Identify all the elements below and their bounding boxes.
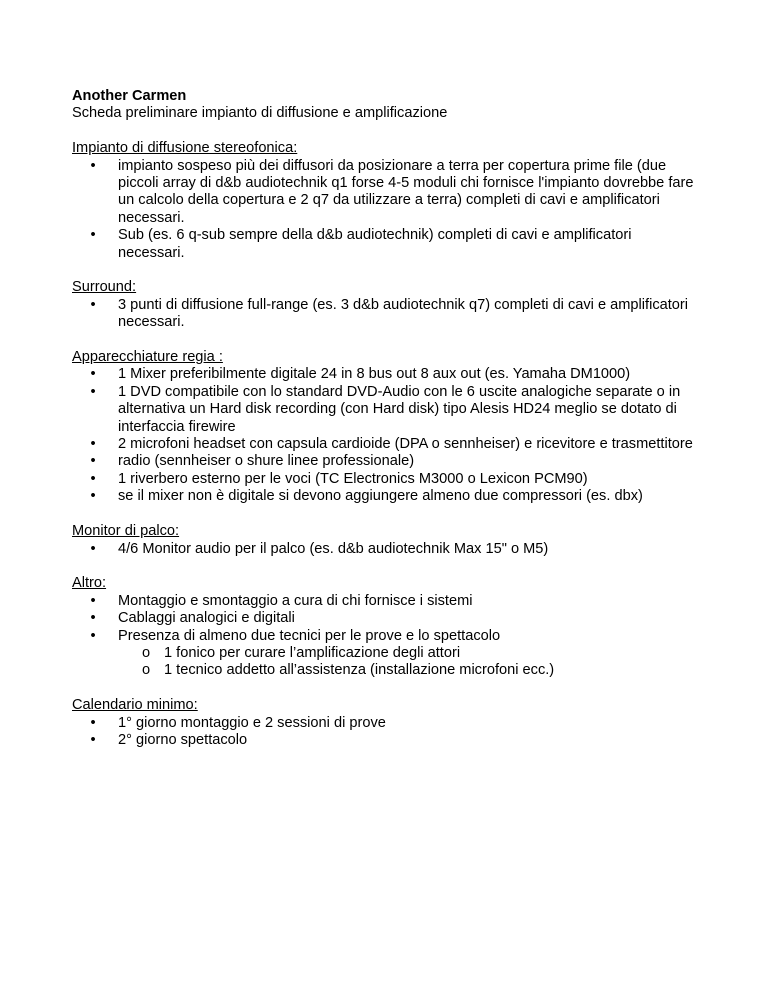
list-item-text: Cablaggi analogici e digitali (118, 610, 295, 627)
section-control-equipment (72, 349, 702, 506)
bullet-icon: • (90, 714, 96, 731)
list-item (72, 453, 702, 470)
list-item-text: 2 microfoni headset con capsula cardioide (DPA o sennheiser) e ricevitore e trasmettitore (118, 436, 693, 453)
bullet-icon: • (90, 383, 96, 400)
document-title: Another Carmen (72, 88, 187, 104)
section-heading: Surround: (72, 279, 137, 296)
list-item-text: 1 Mixer preferibilmente digitale 24 in 8 bus out 8 aux out (es. Yamaha DM1000) (118, 366, 631, 383)
bullet-icon: • (90, 488, 96, 505)
list-item (72, 488, 702, 505)
document-subtitle: Scheda preliminare impianto di diffusione e amplificazione (72, 105, 448, 122)
section-heading: Calendario minimo: (72, 697, 198, 714)
list-item-text: 1° giorno montaggio e 2 sessioni di prove (118, 714, 386, 731)
bullet-icon: • (90, 731, 96, 748)
list-item (72, 366, 702, 383)
section-heading: Altro: (72, 575, 107, 592)
bullet-list (72, 297, 702, 332)
sub-list (118, 645, 702, 680)
section-heading: Monitor di palco: (72, 523, 180, 540)
list-item (72, 541, 702, 558)
list-item (72, 384, 702, 436)
bullet-icon: • (90, 366, 96, 383)
document-page (72, 88, 702, 749)
sub-list-item (118, 662, 702, 679)
bullet-icon: • (90, 453, 96, 470)
list-item-text: Montaggio e smontaggio a cura di chi fornisce i sistemi (118, 592, 473, 609)
section-surround (72, 279, 702, 331)
list-item-text: 2° giorno spettacolo (118, 731, 248, 748)
list-item-text: 1 riverbero esterno per le voci (TC Electronics M3000 o Lexicon PCM90) (118, 470, 588, 487)
list-item (72, 610, 702, 627)
list-item (72, 715, 702, 732)
sub-list-item-text: 1 fonico per curare l’amplificazione degli attori (164, 644, 461, 661)
list-item (72, 471, 702, 488)
sub-list-item (118, 645, 702, 662)
section-stage-monitor (72, 523, 702, 558)
list-item (72, 297, 702, 332)
circle-bullet-icon: o (142, 644, 151, 661)
bullet-icon: • (90, 470, 96, 487)
section-heading: Apparecchiature regia : (72, 349, 223, 366)
bullet-icon: • (90, 296, 96, 313)
bullet-icon: • (90, 627, 96, 644)
section-minimum-schedule (72, 697, 702, 749)
list-item (72, 593, 702, 610)
list-item (72, 158, 702, 228)
list-item-text: radio (sennheiser o shure linee professionale) (118, 453, 415, 470)
bullet-list (72, 366, 702, 505)
section-stereo-system (72, 140, 702, 262)
list-item-text: 1 DVD compatibile con lo standard DVD-Audio con le 6 uscite analogiche separate o in alternativa un Hard disk recording (con Hard disk) tipo Alesis HD24 meglio se dotato di interfaccia firewire (118, 383, 681, 435)
list-item-text: impianto sospeso più dei diffusori da posizionare a terra per copertura prime file (due piccoli array di d&b audiotechnik q1 forse 4-5 moduli chi fornisce l'impianto dovrebbe fare un calcolo della copertura e 2 q7 da utilizzare a terra) completi di cavi e amplificatori necessari. (118, 157, 694, 226)
bullet-icon: • (90, 436, 96, 453)
list-item (72, 628, 702, 680)
bullet-list (72, 158, 702, 262)
section-heading: Impianto di diffusione stereofonica: (72, 140, 298, 157)
bullet-icon: • (90, 540, 96, 557)
sub-list-item-text: 1 tecnico addetto all’assistenza (installazione microfoni ecc.) (164, 662, 555, 679)
bullet-list (72, 715, 702, 750)
list-item-text: Sub (es. 6 q-sub sempre della d&b audiotechnik) completi di cavi e amplificatori necessari. (118, 227, 632, 261)
bullet-icon: • (90, 157, 96, 174)
list-item (72, 227, 702, 262)
bullet-icon: • (90, 610, 96, 627)
bullet-icon: • (90, 592, 96, 609)
bullet-icon: • (90, 227, 96, 244)
list-item (72, 436, 702, 453)
circle-bullet-icon: o (142, 662, 151, 679)
section-other (72, 575, 702, 679)
list-item-text: 4/6 Monitor audio per il palco (es. d&b audiotechnik Max 15" o M5) (118, 540, 549, 557)
bullet-list (72, 593, 702, 680)
bullet-list (72, 541, 702, 558)
list-item-text: Presenza di almeno due tecnici per le prove e lo spettacolo (118, 627, 501, 644)
list-item (72, 732, 702, 749)
list-item-text: 3 punti di diffusione full-range (es. 3 d&b audiotechnik q7) completi di cavi e amplificatori necessari. (118, 296, 689, 331)
list-item-text: se il mixer non è digitale si devono aggiungere almeno due compressori (es. dbx) (118, 488, 643, 505)
